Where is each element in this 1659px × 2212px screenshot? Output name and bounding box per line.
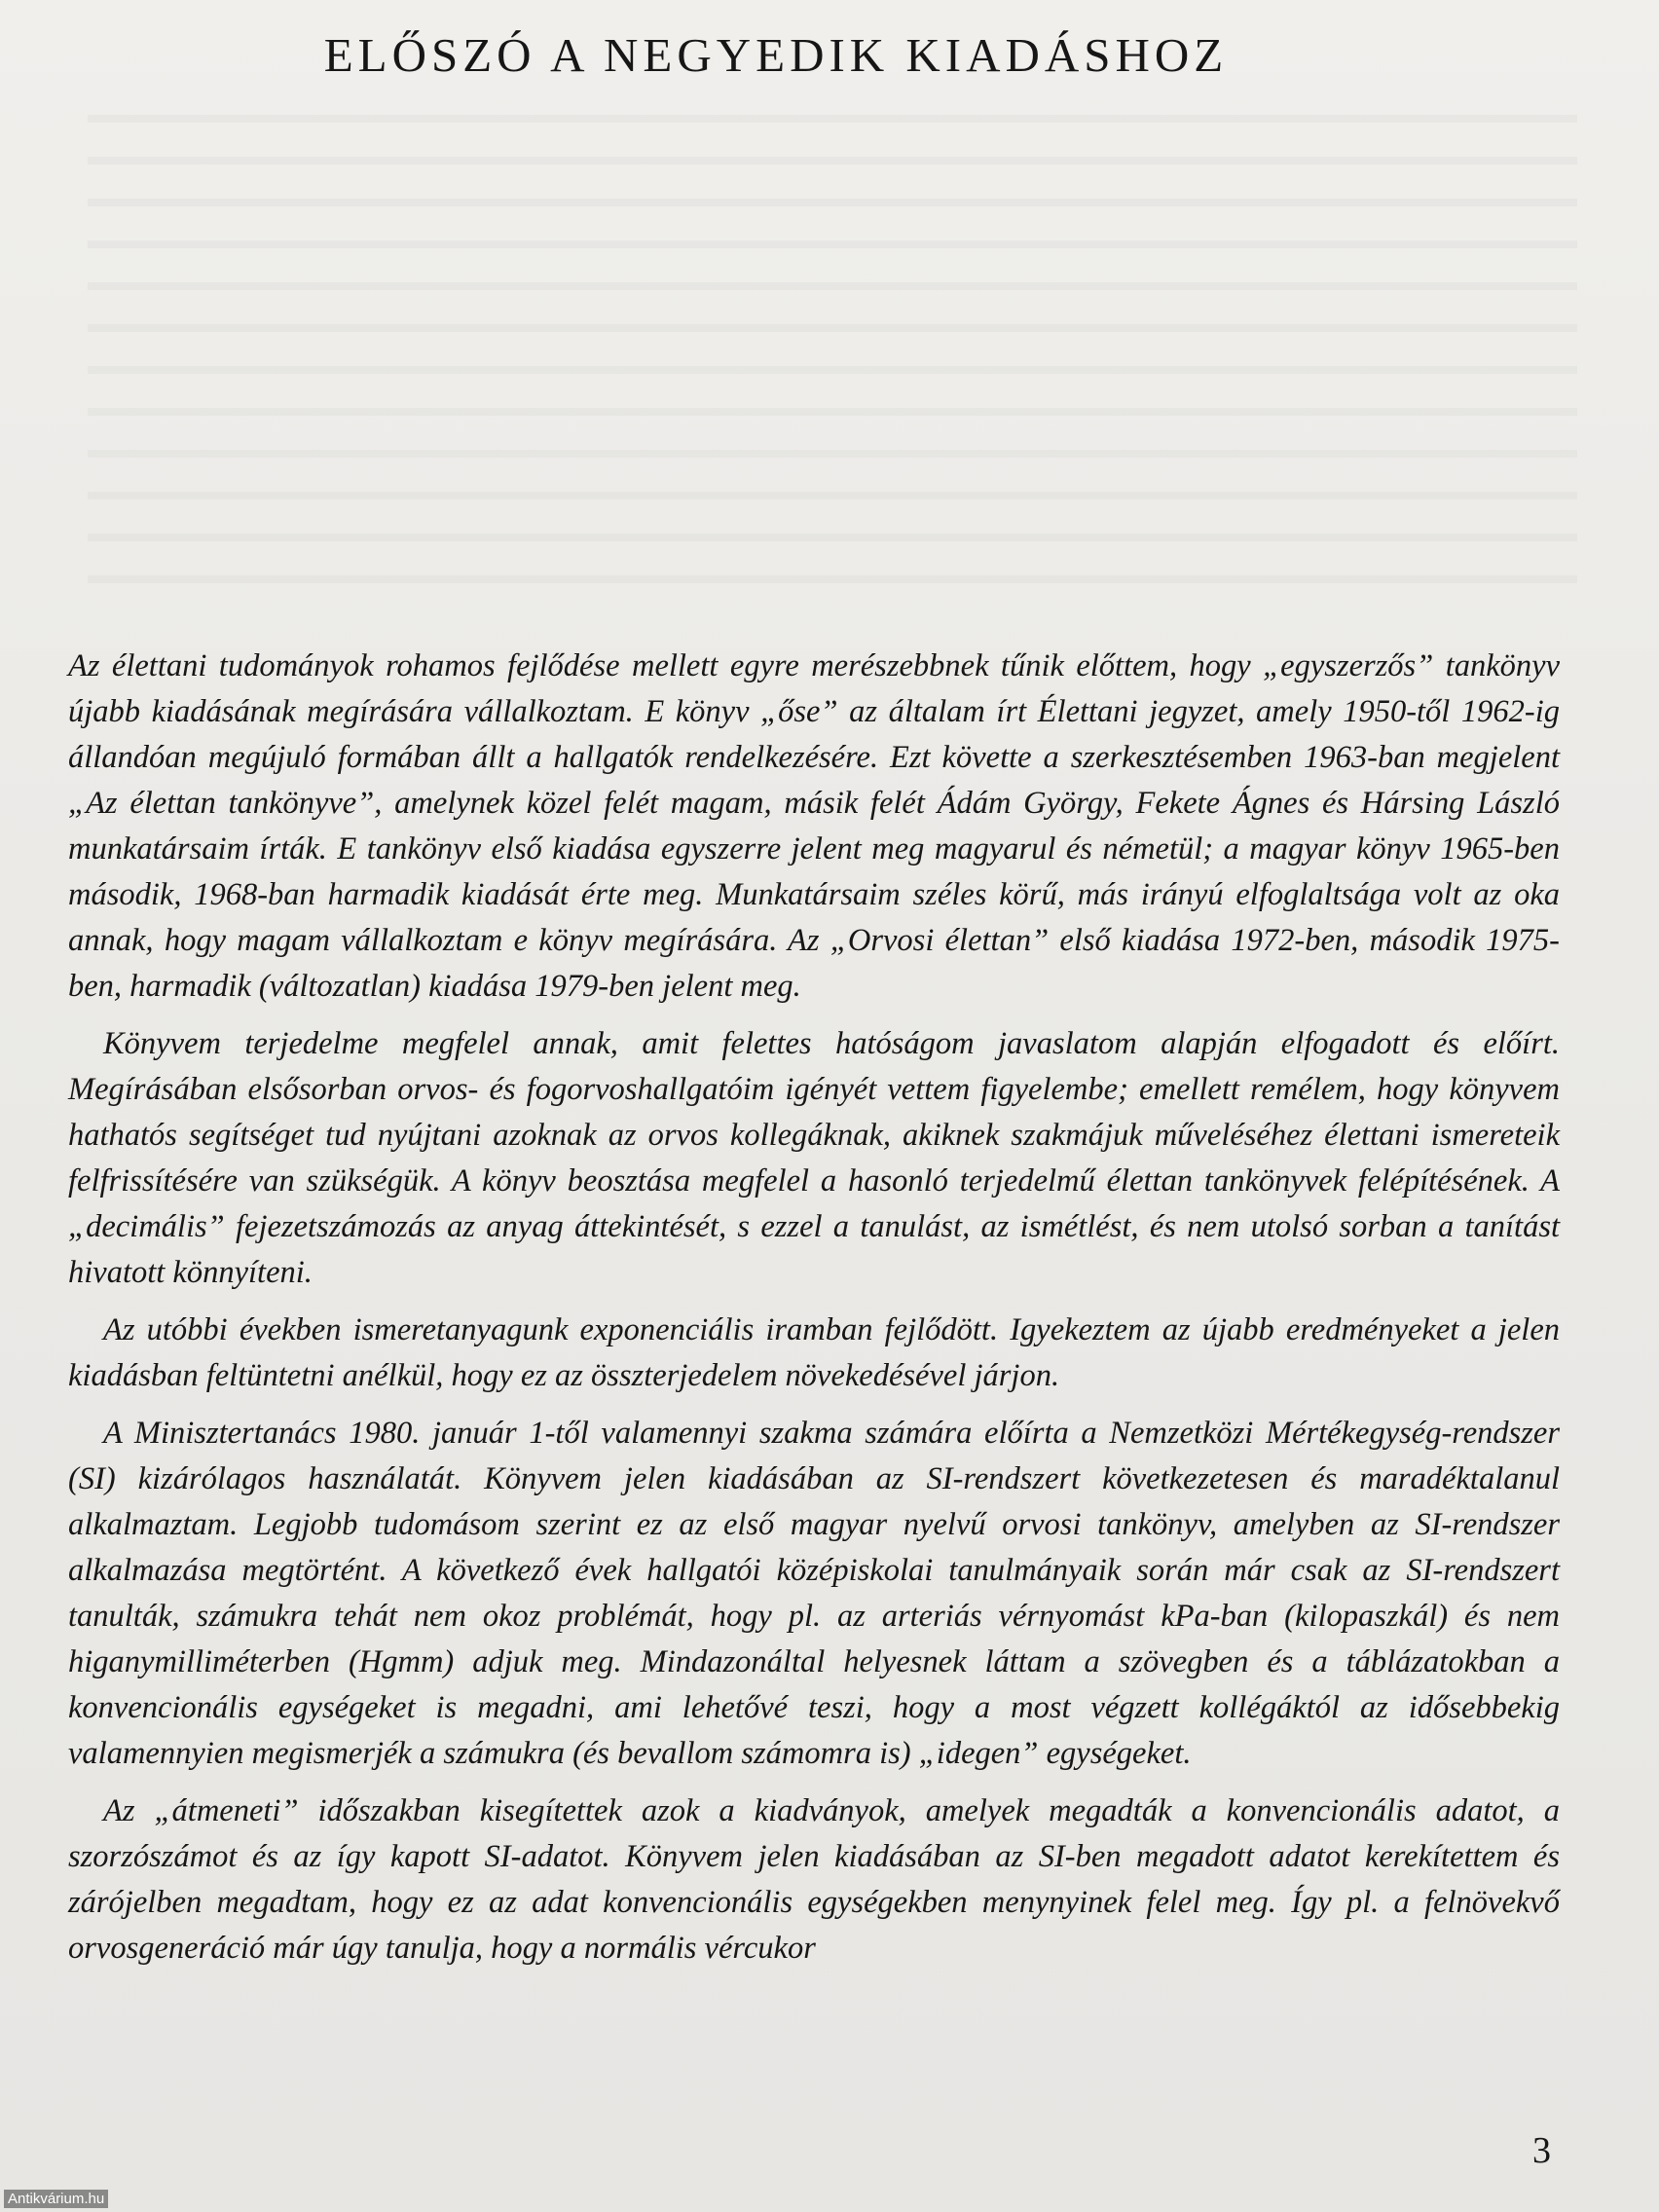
show-through-text [88, 88, 1577, 594]
paragraph-3: Az utóbbi években ismeretanyagunk exponenciális iramban fejlődött. Igyekeztem az újabb eredményeket a jelen kiadásban feltüntetni anélkül, hogy ez az összterjedelem növekedésével járjon. [68, 1312, 1560, 1393]
paragraph-4: A Minisztertanács 1980. január 1-től valamennyi szakma számára előírta a Nemzetközi Mértékegység-rendszer (SI) kizárólagos használatát. Könyvem jelen kiadásában az SI-rendszert következetesen és maradéktalanul alkalmaztam. Legjobb tudomásom szerint ez az első magyar nyelvű orvosi tankönyv, amelyben az SI-rendszer alkalmazása megtörtént. A következő évek hallgatói középiskolai tanulmányaik során már csak az SI-rendszert tanulták, számukra tehát nem okoz problémát, hogy pl. az arteriás vérnyomást kPa-ban (kilopaszkál) és nem higanymilliméterben (Hgmm) adjuk meg. Mindazonáltal helyesnek láttam a szövegben és a táblázatokban a konvencionális egységeket is megadni, ami lehetővé teszi, hogy a most végzett kollégáktól az idősebbekig valamennyien megismerjék a számukra (és bevallom számomra is) „idegen” egységeket. [68, 1416, 1560, 1771]
paragraph-5: Az „átmeneti” időszakban kisegítettek azok a kiadványok, amelyek megadták a konvencionális adatot, a szorzószámot és az így kapott SI-adatot. Könyvem jelen kiadásában az SI-ben megadott adatot kerekítettem és zárójelben megadtam, hogy ez az adat konvencionális egységekben menynyinek felel meg. Így pl. a felnövekvő orvosgeneráció már úgy tanulja, hogy a normális vércukor [68, 1793, 1560, 1966]
page-number: 3 [1532, 2130, 1551, 2171]
watermark: Antikvárium.hu [4, 2190, 108, 2208]
page-title: ELŐSZÓ A NEGYEDIK KIADÁSHOZ [323, 28, 1229, 82]
preface-body [68, 644, 1560, 1983]
paragraph-2: Könyvem terjedelme megfelel annak, amit felettes hatóságom javaslatom alapján elfogadott és előírt. Megírásában elsősorban orvos- és fogorvoshallgatóim igényét vettem figyelembe; emellett remélem, hogy könyvem hathatós segítséget tud nyújtani azoknak az orvos kollegáknak, akiknek szakmájuk műveléséhez élettani ismereteik felfrissítésére van szükségük. A könyv beosztása megfelel a hasonló terjedelmű élettan tankönyvek felépítésének. A „decimális” fejezetszámozás az anyag áttekintését, s ezzel a tanulást, az ismétlést, és nem utolsó sorban a tanítást hivatott könnyíteni. [68, 1026, 1560, 1290]
paragraph-1: Az élettani tudományok rohamos fejlődése mellett egyre merészebbnek tűnik előttem, hogy „egyszerzős” tankönyv újabb kiadásának megírására vállalkoztam. E könyv „őse” az általam írt Élettani jegyzet, amely 1950-től 1962-ig állandóan megújuló formában állt a hallgatók rendelkezésére. Ezt követte a szerkesztésemben 1963-ban megjelent „Az élettan tankönyve”, amelynek közel felét magam, másik felét Ádám György, Fekete Ágnes és Hársing László munkatársaim írták. E tankönyv első kiadása egyszerre jelent meg magyarul és németül; a magyar könyv 1965-ben második, 1968-ban harmadik kiadását érte meg. Munkatársaim széles körű, más irányú elfoglaltsága volt az oka annak, hogy magam vállalkoztam e könyv megírására. Az „Orvosi élettan” első kiadása 1972-ben, második 1975-ben, harmadik (változatlan) kiadása 1979-ben jelent meg. [68, 648, 1560, 1004]
